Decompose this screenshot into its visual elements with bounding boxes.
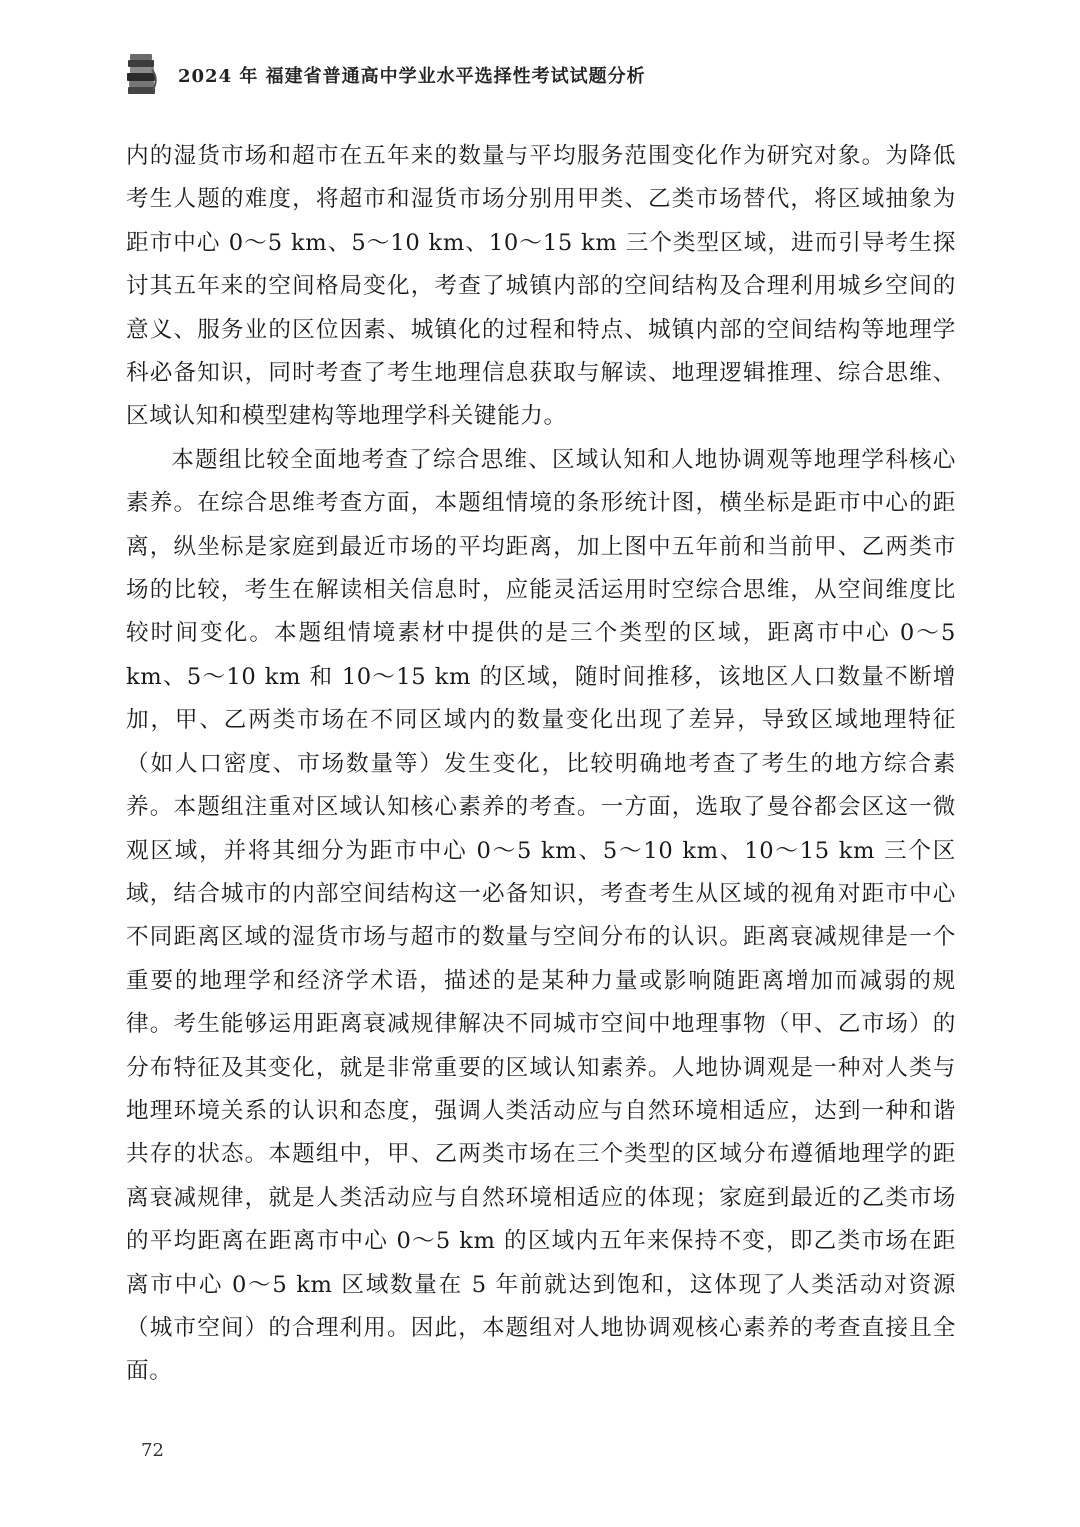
document-body: [126, 135, 956, 1394]
book-stack-icon: [126, 52, 160, 96]
paragraph: 内的湿货市场和超市在五年来的数量与平均服务范围变化作为研究对象。为降低考生人题的难度，将超市和湿货市场分别用甲类、乙类市场替代，将区域抽象为距市中心 0～5 km、5～10 km、10～15 km 三个类型区域，进而引导考生探讨其五年来的空间格局变化，考查了城镇内部的空间结构及合理利用城乡空间的意义、服务业的区位因素、城镇化的过程和特点、城镇内部的空间结构等地理学科必备知识，同时考查了考生地理信息获取与解读、地理逻辑推理、综合思维、区域认知和模型建构等地理学科关键能力。: [126, 143, 956, 430]
page-number: 72: [141, 1440, 164, 1461]
paragraph: 本题组比较全面地考查了综合思维、区域认知和人地协调观等地理学科核心素养。在综合思维考查方面，本题组情境的条形统计图，横坐标是距市中心的距离，纵坐标是家庭到最近市场的平均距离，加上图中五年前和当前甲、乙两类市场的比较，考生在解读相关信息时，应能灵活运用时空综合思维，从空间维度比较时间变化。本题组情境素材中提供的是三个类型的区域，距离市中心 0～5 km、5～10 km 和 10～15 km 的区域，随时间推移，该地区人口数量不断增加，甲、乙两类市场在不同区域内的数量变化出现了差异，导致区域地理特征（如人口密度、市场数量等）发生变化，比较明确地考查了考生的地方综合素养。本题组注重对区域认知核心素养的考查。一方面，选取了曼谷都会区这一微观区域，并将其细分为距市中心 0～5 km、5～10 km、10～15 km 三个区域，结合城市的内部空间结构这一必备知识，考查考生从区域的视角对距市中心不同距离区域的湿货市场与超市的数量与空间分布的认识。距离衰减规律是一个重要的地理学和经济学术语，描述的是某种力量或影响随距离增加而减弱的规律。考生能够运用距离衰减规律解决不同城市空间中地理事物（甲、乙市场）的分布特征及其变化，就是非常重要的区域认知素养。人地协调观是一种对人类与地理环境关系的认识和态度，强调人类活动应与自然环境相适应，达到一种和谐共存的状态。本题组中，甲、乙两类市场在三个类型的区域分布遵循地理学的距离衰减规律，就是人类活动应与自然环境相适应的体现；家庭到最近的乙类市场的平均距离在距离市中心 0～5 km 的区域内五年来保持不变，即乙类市场在距离市中心 0～5 km 区域数量在 5 年前就达到饱和，这体现了人类活动对资源（城市空间）的合理利用。因此，本题组对人地协调观核心素养的考查直接且全面。: [126, 446, 956, 1385]
page-header-title: 2024 年 福建省普通高中学业水平选择性考试试题分析: [178, 66, 646, 87]
page-header: [126, 52, 956, 102]
